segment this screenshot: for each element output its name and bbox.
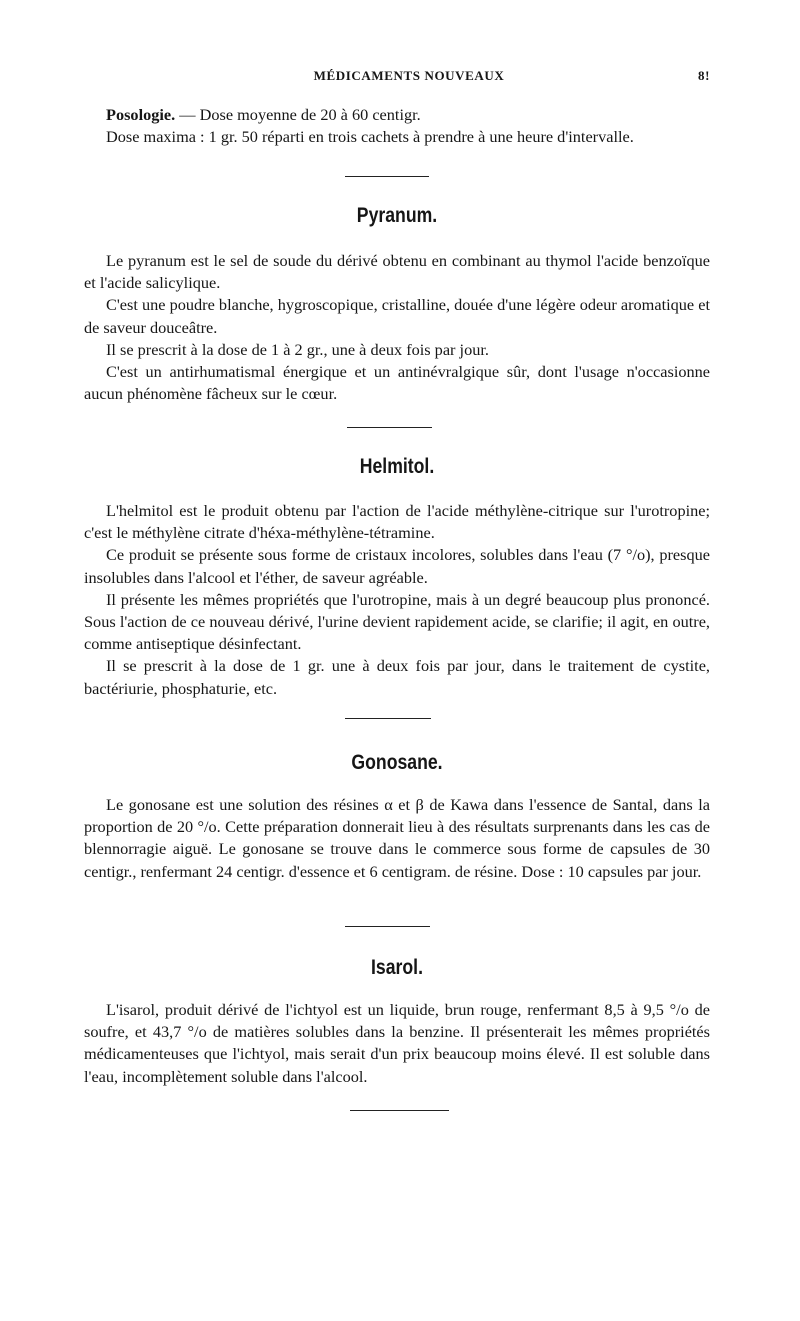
gonosane-title: Gonosane. [351, 751, 443, 774]
isarol-body [84, 999, 710, 1088]
section-divider [350, 1110, 449, 1111]
pyranum-title: Pyranum. [356, 204, 438, 227]
gonosane-body [84, 794, 710, 883]
section-divider [345, 718, 431, 719]
gonosane-paragraph: Le gonosane est une solution des résines α et β de Kawa dans l'essence de Santal, dans la proportion de 20 °/o. Cette préparation donnerait lieu à des résultats surprenants dans les cas de blennorragie aiguë. Le gonosane se trouve dans le commerce sous forme de capsules de 30 centigr., renfermant 24 centigr. d'essence et 6 centigram. de résine. Dose : 10 capsules par jour. [84, 795, 710, 881]
running-title: MÉDICAMENTS NOUVEAUX [313, 68, 505, 83]
pyranum-paragraph: C'est un antirhumatismal énergique et un antinévralgique sûr, dont l'usage n'occasionne aucun phénomène fâcheux sur le cœur. [84, 362, 710, 404]
isarol-title: Isarol. [371, 956, 423, 979]
helmitol-body [84, 500, 710, 700]
helmitol-paragraph: L'helmitol est le produit obtenu par l'action de l'acide méthylène-citrique sur l'urotropine; c'est le méthylène citrate d'héxa-méthylène-tétramine. [84, 501, 710, 543]
posologie-line-2: Dose maxima : 1 gr. 50 réparti en trois cachets à prendre à une heure d'intervalle. [106, 127, 634, 147]
posologie-section [84, 104, 710, 148]
posologie-line-1: — Dose moyenne de 20 à 60 centigr. [175, 105, 421, 124]
pyranum-paragraph: C'est une poudre blanche, hygroscopique, cristalline, douée d'une légère odeur aromatique et de saveur douceâtre. [84, 295, 710, 337]
section-divider [347, 427, 432, 428]
pyranum-paragraph: Le pyranum est le sel de soude du dérivé obtenu en combinant au thymol l'acide benzoïque et l'acide salicylique. [84, 251, 710, 293]
helmitol-title: Helmitol. [359, 455, 435, 478]
posologie-label: Posologie. [106, 105, 176, 124]
pyranum-body [84, 250, 710, 405]
page-header [108, 68, 710, 90]
section-divider [345, 176, 429, 177]
page-number: 8! [697, 68, 710, 83]
helmitol-paragraph: Ce produit se présente sous forme de cristaux incolores, solubles dans l'eau (7 °/o), presque insolubles dans l'alcool et l'éther, de saveur agréable. [84, 545, 710, 587]
section-divider [345, 926, 430, 927]
isarol-paragraph: L'isarol, produit dérivé de l'ichtyol est un liquide, brun rouge, renfermant 8,5 à 9,5 °/o de soufre, et 43,7 °/o de matières solubles dans la benzine. Il présenterait les mêmes propriétés médicamenteuses que l'ichtyol, mais serait d'un prix beaucoup moins élevé. Il est soluble dans l'eau, incomplètement soluble dans l'alcool. [84, 1000, 710, 1086]
pyranum-paragraph: Il se prescrit à la dose de 1 à 2 gr., une à deux fois par jour. [106, 339, 489, 359]
helmitol-paragraph: Il présente les mêmes propriétés que l'urotropine, mais à un degré beaucoup plus prononcé. Sous l'action de ce nouveau dérivé, l'urine devient rapidement acide, se clarifie; il agit, en outre, comme antiseptique désinfectant. [84, 589, 710, 654]
helmitol-paragraph: Il se prescrit à la dose de 1 gr. une à deux fois par jour, dans le traitement de cystite, bactériurie, phosphaturie, etc. [84, 656, 710, 698]
